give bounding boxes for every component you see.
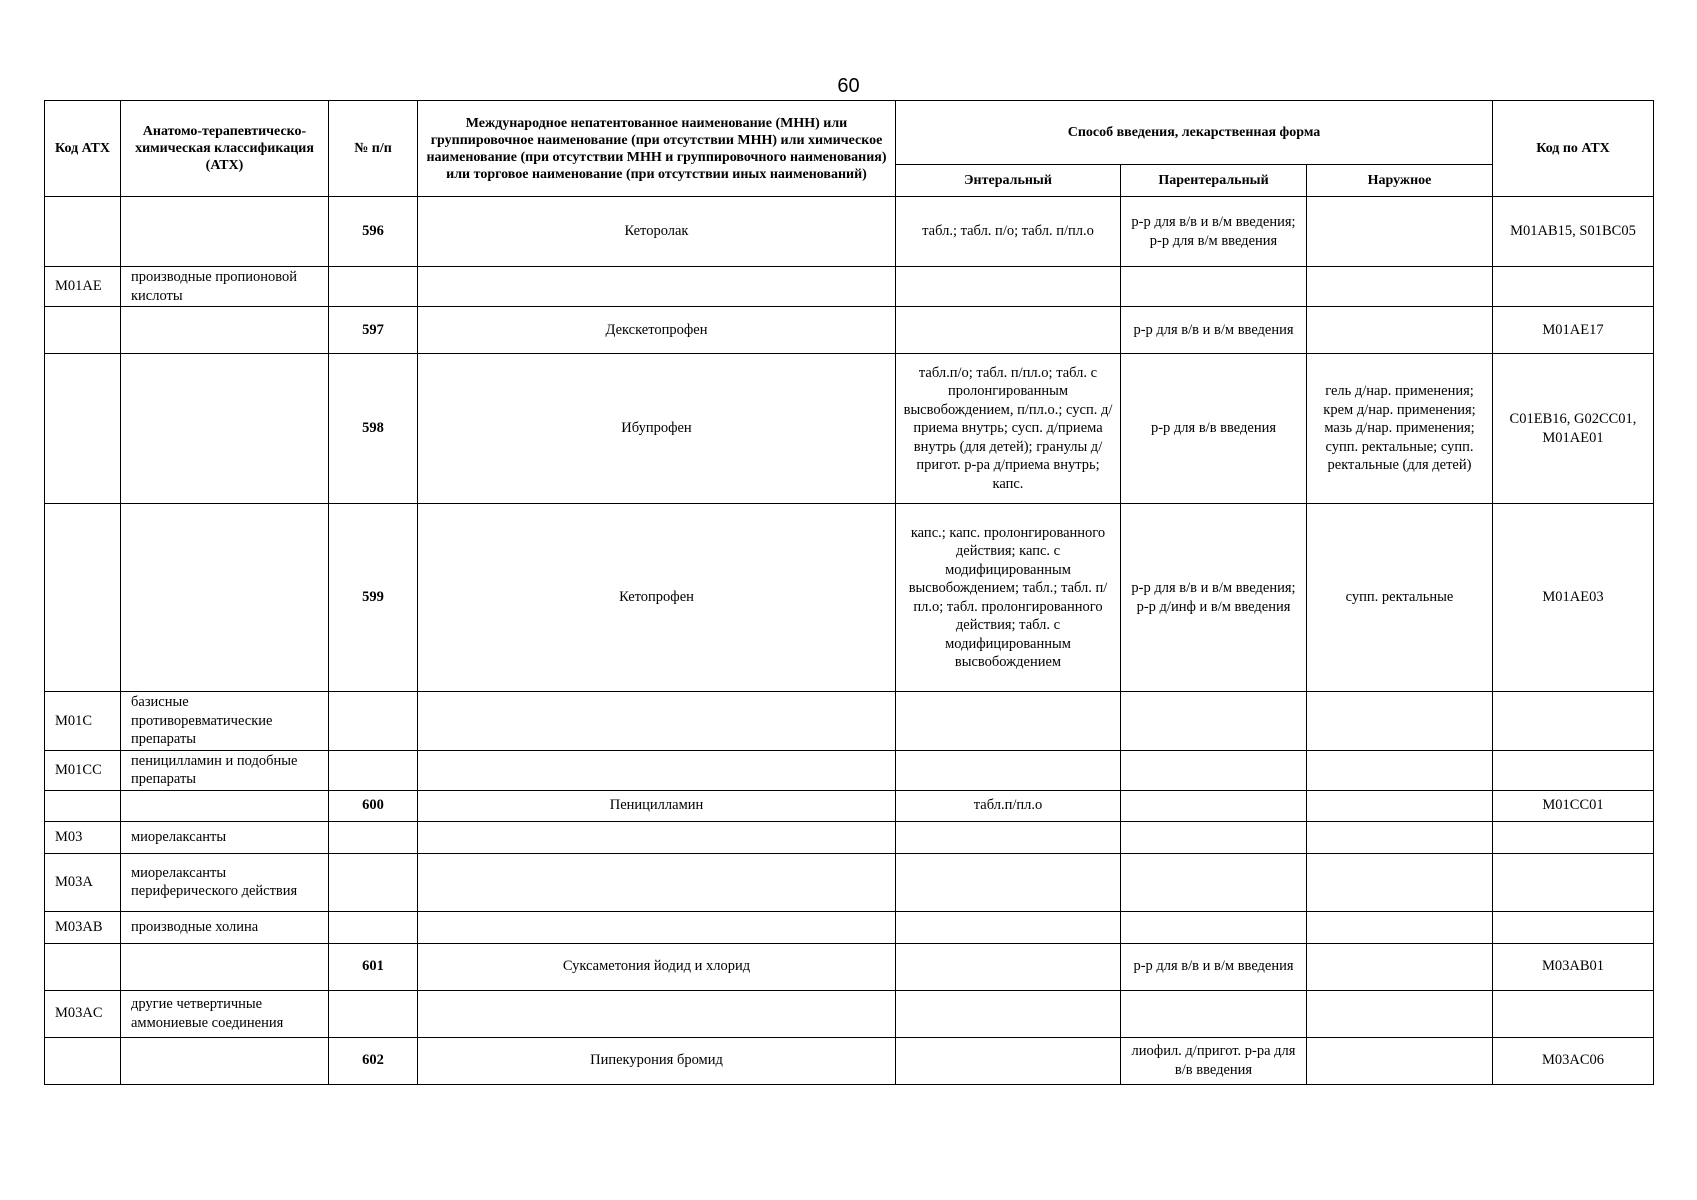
table-row [45,197,1654,267]
header-enteral: Энтеральный [896,165,1121,197]
row-parenteral [1121,911,1307,943]
row-external [1307,853,1493,911]
row-atc-code: M01AE03 [1493,504,1654,692]
header-code-atc: Код АТХ [45,101,121,197]
table-row [45,790,1654,821]
row-atc-name: другие четвертичные аммониевые соединения [121,990,329,1037]
row-external [1307,990,1493,1037]
row-atc-name [121,504,329,692]
row-external: супп. ректальные [1307,504,1493,692]
row-enteral [896,821,1121,853]
row-drug-name: Декскетопрофен [418,307,896,354]
row-code [45,307,121,354]
row-atc-name: миорелаксанты [121,821,329,853]
table-row [45,692,1654,751]
row-drug-name [418,911,896,943]
row-enteral: табл.; табл. п/о; табл. п/пл.о [896,197,1121,267]
row-atc-code [1493,750,1654,790]
row-atc-code: M03AC06 [1493,1037,1654,1084]
row-code [45,354,121,504]
row-atc-code [1493,267,1654,307]
row-external [1307,267,1493,307]
row-number [329,853,418,911]
row-number: 596 [329,197,418,267]
row-number [329,692,418,751]
row-enteral: табл.п/пл.о [896,790,1121,821]
row-number [329,750,418,790]
row-code [45,504,121,692]
header-external: Наружное [1307,165,1493,197]
row-drug-name: Кеторолак [418,197,896,267]
row-atc-code: M01AE17 [1493,307,1654,354]
table-row [45,504,1654,692]
header-number: № п/п [329,101,418,197]
row-enteral [896,853,1121,911]
row-code [45,1037,121,1084]
row-atc-name [121,1037,329,1084]
row-atc-name [121,354,329,504]
row-atc-name: базисные противоревматические препараты [121,692,329,751]
row-number [329,990,418,1037]
row-drug-name [418,821,896,853]
row-number: 602 [329,1037,418,1084]
row-drug-name [418,990,896,1037]
row-parenteral [1121,821,1307,853]
row-atc-name [121,790,329,821]
row-number [329,267,418,307]
row-drug-name: Кетопрофен [418,504,896,692]
table-row [45,853,1654,911]
row-parenteral: р-р для в/в введения [1121,354,1307,504]
table-row [45,990,1654,1037]
row-enteral [896,943,1121,990]
row-parenteral [1121,750,1307,790]
row-external [1307,750,1493,790]
table-row [45,267,1654,307]
row-atc-code [1493,911,1654,943]
table-row [45,307,1654,354]
row-external [1307,790,1493,821]
row-atc-name [121,307,329,354]
row-enteral: капс.; капс. пролонгированного действия; капс. с модифицированным высвобождением; табл.; табл. п/пл.о; табл. пролонгированного действия; табл. с модифицированным высвобождением [896,504,1121,692]
row-parenteral: р-р для в/в и в/м введения; р-р для в/м введения [1121,197,1307,267]
table-row [45,750,1654,790]
row-number: 597 [329,307,418,354]
row-atc-name: пеницилламин и подобные препараты [121,750,329,790]
row-enteral [896,307,1121,354]
header-inn: Международное непатентованное наименование (МНН) или группировочное наименование (при отсутствии МНН) или химическое наименование (при отсутствии МНН и группировочного наименования) или торговое наименование (при отсутствии иных наименований) [418,101,896,197]
row-parenteral [1121,853,1307,911]
row-external [1307,692,1493,751]
row-drug-name: Пеницилламин [418,790,896,821]
table-row [45,821,1654,853]
row-drug-name [418,750,896,790]
row-parenteral [1121,790,1307,821]
row-drug-name: Суксаметония йодид и хлорид [418,943,896,990]
row-drug-name [418,267,896,307]
row-atc-code: M03AB01 [1493,943,1654,990]
row-parenteral [1121,990,1307,1037]
row-external [1307,1037,1493,1084]
row-external [1307,821,1493,853]
header-route-group: Способ введения, лекарственная форма [896,101,1493,165]
row-number [329,821,418,853]
row-atc-code [1493,853,1654,911]
row-drug-name: Ибупрофен [418,354,896,504]
row-enteral [896,692,1121,751]
row-code: M03A [45,853,121,911]
row-enteral [896,990,1121,1037]
row-external [1307,943,1493,990]
row-code [45,197,121,267]
row-code: M01C [45,692,121,751]
row-atc-code: C01EB16, G02CC01, M01AE01 [1493,354,1654,504]
row-enteral [896,911,1121,943]
row-external: гель д/нар. применения; крем д/нар. применения; мазь д/нар. применения; супп. ректальные; супп. ректальные (для детей) [1307,354,1493,504]
row-parenteral: лиофил. д/пригот. р-ра для в/в введения [1121,1037,1307,1084]
row-atc-name: производные холина [121,911,329,943]
drug-table [44,100,1654,1085]
header-atc-classification: Анатомо-терапевтическо-химическая классификация (АТХ) [121,101,329,197]
row-atc-name [121,943,329,990]
table-row [45,911,1654,943]
row-code: M01AE [45,267,121,307]
row-number: 598 [329,354,418,504]
row-code: M01CC [45,750,121,790]
row-number: 599 [329,504,418,692]
row-code [45,943,121,990]
row-atc-name: производные пропионовой кислоты [121,267,329,307]
row-parenteral [1121,692,1307,751]
row-drug-name [418,853,896,911]
row-parenteral [1121,267,1307,307]
row-atc-code [1493,692,1654,751]
table-row [45,354,1654,504]
row-atc-code: M01AB15, S01BC05 [1493,197,1654,267]
row-atc-code [1493,821,1654,853]
row-enteral [896,1037,1121,1084]
row-code: M03 [45,821,121,853]
table-row [45,943,1654,990]
row-parenteral: р-р для в/в и в/м введения; р-р д/инф и в/м введения [1121,504,1307,692]
header-atc-code: Код по АТХ [1493,101,1654,197]
row-code: M03AB [45,911,121,943]
page-number: 60 [837,75,860,97]
row-atc-code [1493,990,1654,1037]
row-external [1307,307,1493,354]
row-enteral [896,750,1121,790]
row-enteral [896,267,1121,307]
row-atc-code: M01CC01 [1493,790,1654,821]
row-number: 600 [329,790,418,821]
row-parenteral: р-р для в/в и в/м введения [1121,943,1307,990]
row-number: 601 [329,943,418,990]
row-drug-name: Пипекурония бромид [418,1037,896,1084]
row-number [329,911,418,943]
row-code: M03AC [45,990,121,1037]
row-enteral: табл.п/о; табл. п/пл.о; табл. с пролонгированным высвобождением, п/пл.о.; сусп. д/приема внутрь; сусп. д/приема внутрь (для детей); гранулы д/пригот. р-ра д/приема внутрь; капс. [896,354,1121,504]
row-atc-name: миорелаксанты периферического действия [121,853,329,911]
table-row [45,1037,1654,1084]
row-atc-name [121,197,329,267]
row-code [45,790,121,821]
row-parenteral: р-р для в/в и в/м введения [1121,307,1307,354]
row-drug-name [418,692,896,751]
row-external [1307,911,1493,943]
header-parenteral: Парентеральный [1121,165,1307,197]
row-external [1307,197,1493,267]
